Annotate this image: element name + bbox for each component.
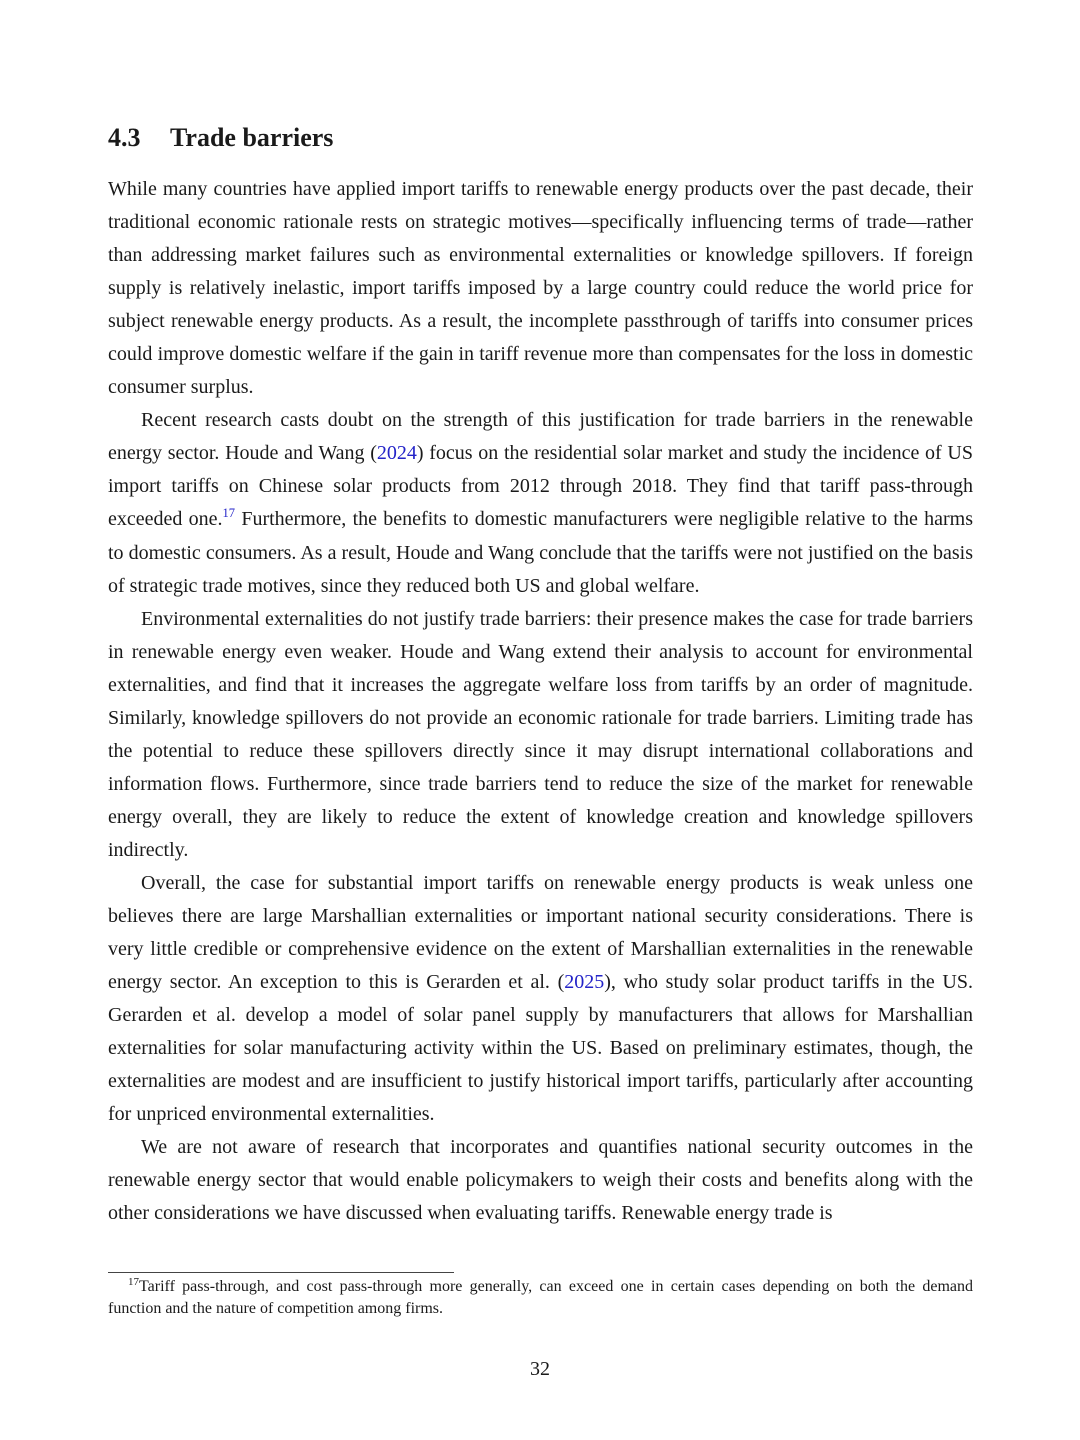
section-heading [108,121,333,155]
paragraph-2-text-c: Furthermore, the benefits to domestic manufacturers were negligible relative to the harms to domestic consumers. As a result, Houde and Wang conclude that the tariffs were not justified on the basis of strategic trade motives, since they reduced both US and global welfare. [108,508,973,597]
footnote-reference-17[interactable]: 17 [222,506,236,521]
footnote-divider [108,1272,454,1273]
section-title: Trade barriers [170,123,334,152]
paragraph-1: While many countries have applied import tariffs to renewable energy products over the past decade, their traditional economic rationale rests on strategic motives—specifically influencing terms of trade—rather than addressing market failures such as environmental externalities or knowledge spillovers. If foreign supply is relatively inelastic, import tariffs imposed by a large country could reduce the world price for subject renewable energy products. As a result, the incomplete passthrough of tariffs into consumer prices could improve domestic welfare if the gain in tariff revenue more than compensates for the loss in domestic consumer surplus. [108,178,973,399]
body-text [108,173,973,1231]
footnote-number: 17 [128,1276,139,1288]
page-number: 32 [530,1358,550,1380]
citation-link-2024[interactable]: 2024 [376,442,417,465]
paragraph-2-text-a: Recent research casts doubt on the strength of this justification for trade barriers in the renewable energy sector. Houde and Wang ( [108,409,973,465]
paragraph-2 [108,404,973,602]
paragraph-4-text-a: Overall, the case for substantial import tariffs on renewable energy products is weak unless one believes there are large Marshallian externalities or important national security considerations. There is very little credible or comprehensive evidence on the extent of Marshallian externalities in the renewable energy sector. An exception to this is Gerarden et al. ( [108,871,973,994]
paragraph-4 [108,867,973,1131]
paragraph-3: Environmental externalities do not justify trade barriers: their presence makes the case for trade barriers in renewable energy even weaker. Houde and Wang extend their analysis to account for environmental externalities, and find that it increases the aggregate welfare loss from tariffs by an order of magnitude. Similarly, knowledge spillovers do not provide an economic rationale for trade barriers. Limiting trade has the potential to reduce these spillovers directly since it may disrupt international collaborations and information flows. Furthermore, since trade barriers tend to reduce the size of the market for renewable energy overall, they are likely to reduce the extent of knowledge creation and knowledge spillovers indirectly. [108,607,973,861]
citation-link-2025[interactable]: 2025 [564,971,605,994]
paragraph-2-text-b: ) focus on the residential solar market and study the incidence of US import tariffs on Chinese solar products from 2012 through 2018. They find that tariff pass-through exceeded one. [108,442,973,531]
footnote-17 [108,1276,973,1320]
section-number: 4.3 [108,123,141,152]
paragraph-5: We are not aware of research that incorporates and quantifies national security outcomes in the renewable energy sector that would enable policymakers to weigh their costs and benefits along with the other considerations we have discussed when evaluating tariffs. Renewable energy trade is [108,1136,973,1225]
footnote-text: Tariff pass-through, and cost pass-through more generally, can exceed one in certain cases depending on both the demand function and the nature of competition among firms. [108,1278,973,1317]
paragraph-4-text-b: ), who study solar product tariffs in the US. Gerarden et al. develop a model of solar panel supply by manufacturers that allows for Marshallian externalities for solar manufacturing activity within the US. Based on preliminary estimates, though, the externalities are modest and are insufficient to justify historical import tariffs, particularly after accounting for unpriced environmental externalities. [108,971,973,1126]
